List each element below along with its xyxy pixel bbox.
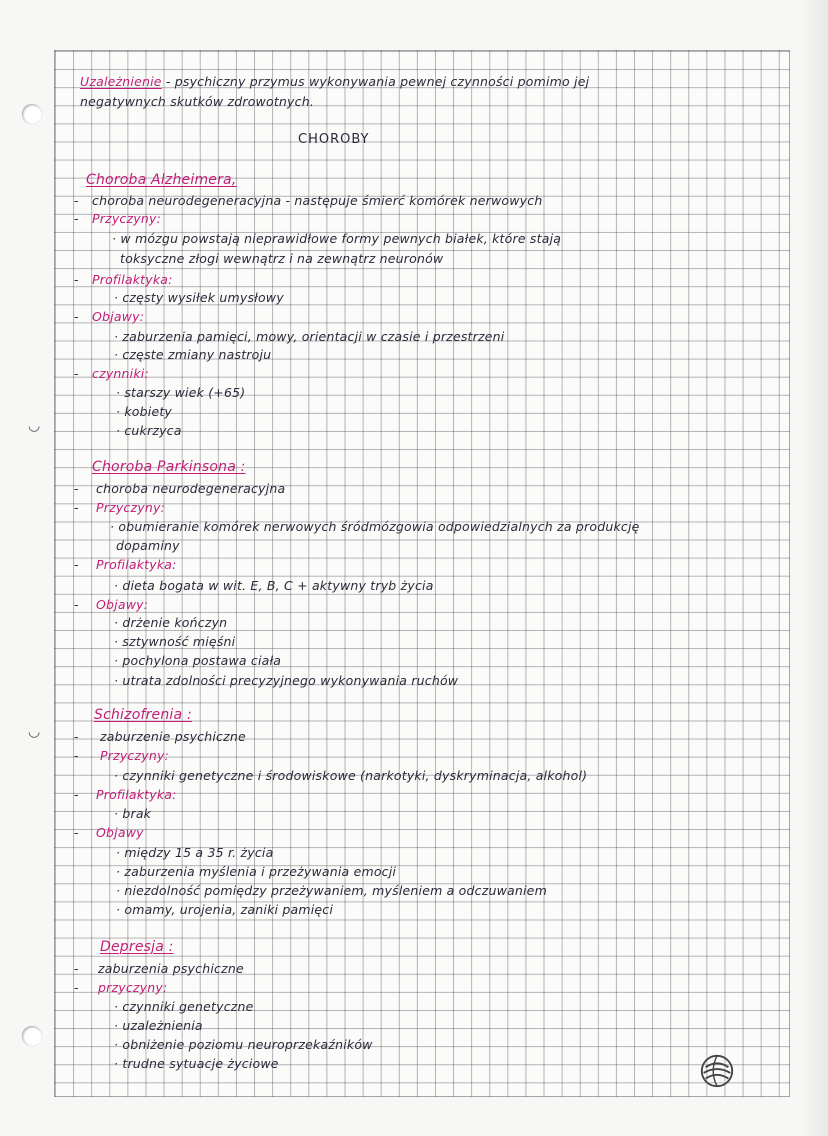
intro-line-1 <box>80 74 589 89</box>
note-line: · trudne sytuacje życiowe <box>114 1056 279 1071</box>
note-line: · czynniki genetyczne <box>114 999 254 1014</box>
subheading-causes: Przyczyny: <box>92 211 161 226</box>
note-line: · czynniki genetyczne i środowiskowe (narkotyki, dyskryminacja, alkohol) <box>114 768 588 783</box>
hole-mark: ◡ <box>28 724 41 740</box>
intro-line-2: negatywnych skutków zdrowotnych. <box>80 94 315 109</box>
subheading-prevention: Profilaktyka: <box>96 557 177 572</box>
note-line: · częsty wysiłek umysłowy <box>114 290 284 305</box>
subheading-symptoms: Objawy: <box>96 597 149 612</box>
globe-logo-icon <box>698 1052 736 1090</box>
page-edge-shadow <box>798 0 828 1136</box>
punch-hole <box>22 104 42 124</box>
note-line: zaburzenia psychiczne <box>98 961 244 976</box>
note-line: · obumieranie komórek nerwowych śródmózgowia odpowiedzialnych za produkcję <box>110 519 640 534</box>
punch-hole <box>22 1026 42 1046</box>
note-line: · sztywność mięśni <box>114 634 236 649</box>
dash-marker: - <box>74 309 79 324</box>
dash-marker: - <box>74 557 79 572</box>
intro-text-1: - psychiczny przymus wykonywania pewnej czynności pomimo jej <box>161 74 590 89</box>
dash-marker: - <box>74 272 79 287</box>
dash-marker: - <box>74 729 79 744</box>
note-line: dopaminy <box>116 538 180 553</box>
dash-marker: - <box>74 748 79 763</box>
dash-marker: - <box>74 366 79 381</box>
page-title: CHOROBY <box>298 132 370 147</box>
note-line: · między 15 a 35 r. życia <box>116 845 274 860</box>
subheading-factors: czynniki: <box>92 366 149 381</box>
subheading-causes: Przyczyny: <box>100 748 169 763</box>
section-heading-alzheimer: Choroba Alzheimera, <box>86 172 237 188</box>
section-heading-depression: Depresja : <box>100 939 174 955</box>
note-line: · zaburzenia pamięci, mowy, orientacji w czasie i przestrzeni <box>114 329 505 344</box>
note-line: toksyczne złogi wewnątrz i na zewnątrz neuronów <box>120 251 444 266</box>
note-line: choroba neurodegeneracyjna - następuje śmierć komórek nerwowych <box>92 193 543 208</box>
dash-marker: - <box>74 961 79 976</box>
subheading-causes: przyczyny: <box>98 980 168 995</box>
dash-marker: - <box>74 787 79 802</box>
note-line: choroba neurodegeneracyjna <box>96 481 286 496</box>
subheading-symptoms: Objawy <box>96 825 144 840</box>
dash-marker: - <box>74 980 79 995</box>
dash-marker: - <box>74 211 79 226</box>
note-line: · omamy, urojenia, zaniki pamięci <box>116 902 334 917</box>
note-line: · kobiety <box>116 404 173 419</box>
note-line: · zaburzenia myślenia i przeżywania emocji <box>116 864 397 879</box>
subheading-causes: Przyczyny: <box>96 500 165 515</box>
note-line: · w mózgu powstają nieprawidłowe formy pewnych białek, które stają <box>112 231 562 246</box>
subheading-symptoms: Objawy: <box>92 309 145 324</box>
section-heading-parkinson: Choroba Parkinsona : <box>92 459 246 475</box>
intro-term: Uzależnienie <box>80 74 162 89</box>
note-line: · starszy wiek (+65) <box>116 385 246 400</box>
dash-marker: - <box>74 825 79 840</box>
note-line: zaburzenie psychiczne <box>100 729 246 744</box>
dash-marker: - <box>74 597 79 612</box>
note-line: · dieta bogata w wit. E, B, C + aktywny tryb życia <box>114 578 434 593</box>
note-line: · częste zmiany nastroju <box>114 347 272 362</box>
subheading-prevention: Profilaktyka: <box>92 272 173 287</box>
note-line: · pochylona postawa ciała <box>114 653 282 668</box>
note-line: · obniżenie poziomu neuroprzekaźników <box>114 1037 373 1052</box>
note-line: · niezdolność pomiędzy przeżywaniem, myśleniem a odczuwaniem <box>116 883 547 898</box>
note-line: · cukrzyca <box>116 423 182 438</box>
dash-marker: - <box>74 500 79 515</box>
note-line: · utrata zdolności precyzyjnego wykonywania ruchów <box>114 673 459 688</box>
section-heading-schizophrenia: Schizofrenia : <box>94 707 192 723</box>
note-line: · brak <box>114 806 152 821</box>
dash-marker: - <box>74 193 79 208</box>
note-line: · drżenie kończyn <box>114 615 228 630</box>
hole-mark: ◡ <box>28 418 41 434</box>
subheading-prevention: Profilaktyka: <box>96 787 177 802</box>
note-line: · uzależnienia <box>114 1018 203 1033</box>
dash-marker: - <box>74 481 79 496</box>
